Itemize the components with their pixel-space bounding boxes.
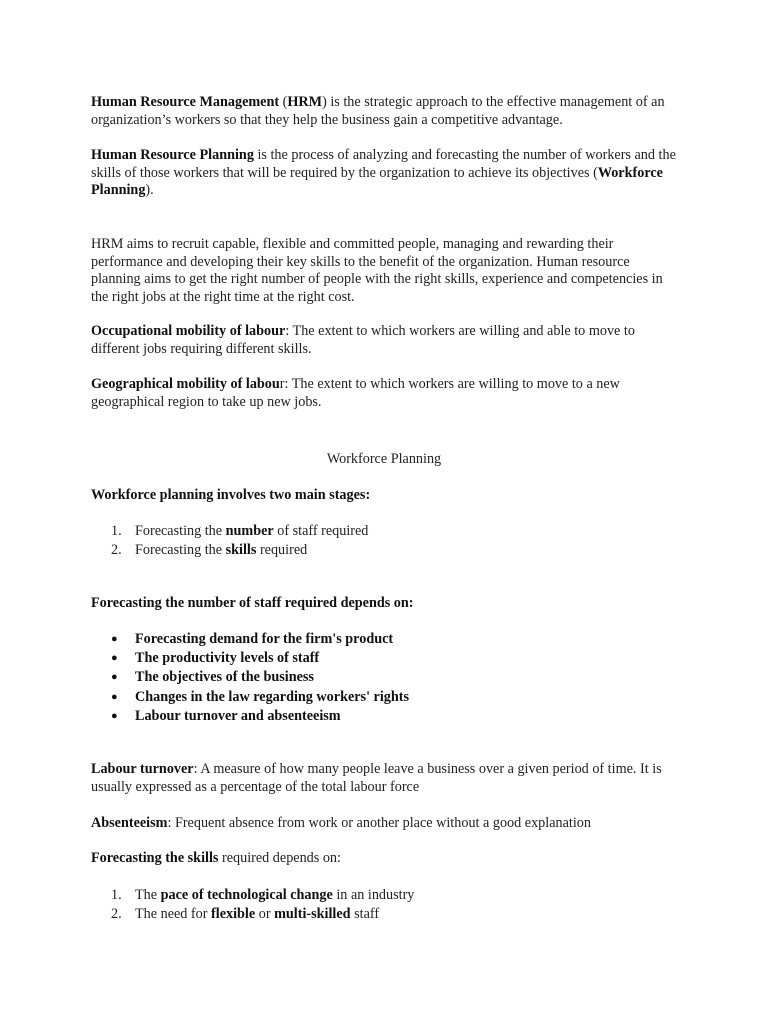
bullet-icon: ● — [111, 709, 118, 722]
list-text: Labour turnover and absenteeism — [135, 707, 341, 724]
hrm-definition — [91, 94, 681, 129]
bullet-icon: ● — [111, 633, 118, 645]
geographical-mobility-text: r: The extent to which workers are willing to move to a new geographical region to take up new jobs. — [91, 376, 620, 410]
bullet-icon: ● — [111, 690, 118, 703]
list-text: Forecasting demand for the firm's product — [135, 631, 394, 647]
list-text: Forecasting the — [135, 541, 226, 558]
list-number: 2. — [111, 541, 122, 558]
bullet-icon: ● — [111, 671, 118, 684]
hrp-term: Human Resource Planning — [91, 147, 254, 163]
absenteeism-definition — [91, 815, 681, 833]
bullet-icon: ● — [111, 652, 118, 665]
hrm-definition-text: ) is the strategic approach to the effective management of an organization’s workers so that they help the business gain a competitive advantage. — [91, 94, 665, 128]
hrm-term: Human Resource Management — [91, 94, 280, 110]
labour-turnover-text: : A measure of how many people leave a business over a given period of time. It is usually expressed as a percentage of the total labour force — [91, 761, 662, 795]
occupational-mobility-text: : The extent to which workers are willing and able to move to different jobs requiring different skills. — [91, 323, 635, 357]
list-emphasis: flexible — [211, 905, 256, 922]
absenteeism-term: Absenteeism — [91, 815, 168, 831]
section-title: Workforce Planning — [326, 451, 442, 467]
hrm-aims-paragraph: HRM aims to recruit capable, flexible and committed people, managing and rewarding their performance and developing their key skills to the benefit of the organization. Human resource planning aims to get the right number of people with the right skills, experience and competencies in the right jobs at the right time at the right cost. — [91, 236, 663, 305]
list-text: The need for — [135, 905, 212, 922]
occupational-mobility-term: Occupational mobility of labour — [91, 323, 286, 339]
hrp-definition-text: is the process of analyzing and forecasting the number of workers and the skills of those workers that will be required by the organization to achieve its objectives ( — [91, 147, 676, 181]
list-emphasis: multi-skilled — [274, 905, 351, 922]
stages-list — [91, 522, 691, 559]
geographical-mobility-term: Geographical mobility of labou — [91, 376, 280, 392]
workforce-planning-term: Workforce Planning — [91, 164, 663, 198]
list-emphasis: pace of technological change — [160, 887, 333, 903]
list-item — [91, 688, 691, 707]
list-text: staff — [350, 905, 380, 922]
labour-turnover-definition — [91, 761, 681, 796]
list-emphasis: skills — [225, 541, 257, 558]
geographical-mobility-definition — [91, 376, 681, 411]
occupational-mobility-definition — [91, 323, 681, 358]
list-item — [91, 886, 691, 905]
list-item — [91, 707, 691, 726]
skills-heading-text: required depends on: — [218, 850, 341, 866]
list-text: of staff required — [273, 523, 369, 539]
list-item — [91, 541, 691, 560]
hrp-close-paren: ). — [145, 182, 154, 198]
list-text: The — [135, 887, 161, 903]
list-text: The objectives of the business — [135, 669, 314, 686]
list-text: Forecasting the — [135, 523, 226, 539]
skills-heading — [91, 850, 681, 868]
list-text: in an industry — [332, 887, 415, 903]
hrp-definition — [91, 147, 681, 200]
skills-factors-list — [91, 886, 691, 923]
list-text: The productivity levels of staff — [135, 650, 320, 667]
list-item — [91, 522, 691, 541]
list-number: 1. — [111, 887, 122, 903]
list-text: Changes in the law regarding workers' rights — [135, 688, 410, 705]
number-heading: Forecasting the number of staff required depends on: — [91, 595, 414, 611]
absenteeism-text: : Frequent absence from work or another place without a good explanation — [167, 815, 591, 831]
list-item — [91, 905, 691, 924]
hrm-abbreviation: HRM — [287, 94, 323, 110]
stages-heading: Workforce planning involves two main stages: — [91, 487, 371, 503]
labour-turnover-term: Labour turnover — [91, 761, 194, 777]
list-number: 2. — [111, 905, 122, 922]
hrm-open-paren: ( — [279, 94, 288, 110]
list-text: required — [256, 541, 308, 558]
list-item — [91, 630, 691, 649]
list-text: or — [255, 905, 275, 922]
list-emphasis: number — [225, 523, 274, 539]
skills-heading-bold: Forecasting the skills — [91, 850, 219, 866]
list-item — [91, 668, 691, 687]
list-number: 1. — [111, 523, 122, 539]
list-item — [91, 649, 691, 668]
number-factors-list — [91, 630, 691, 726]
